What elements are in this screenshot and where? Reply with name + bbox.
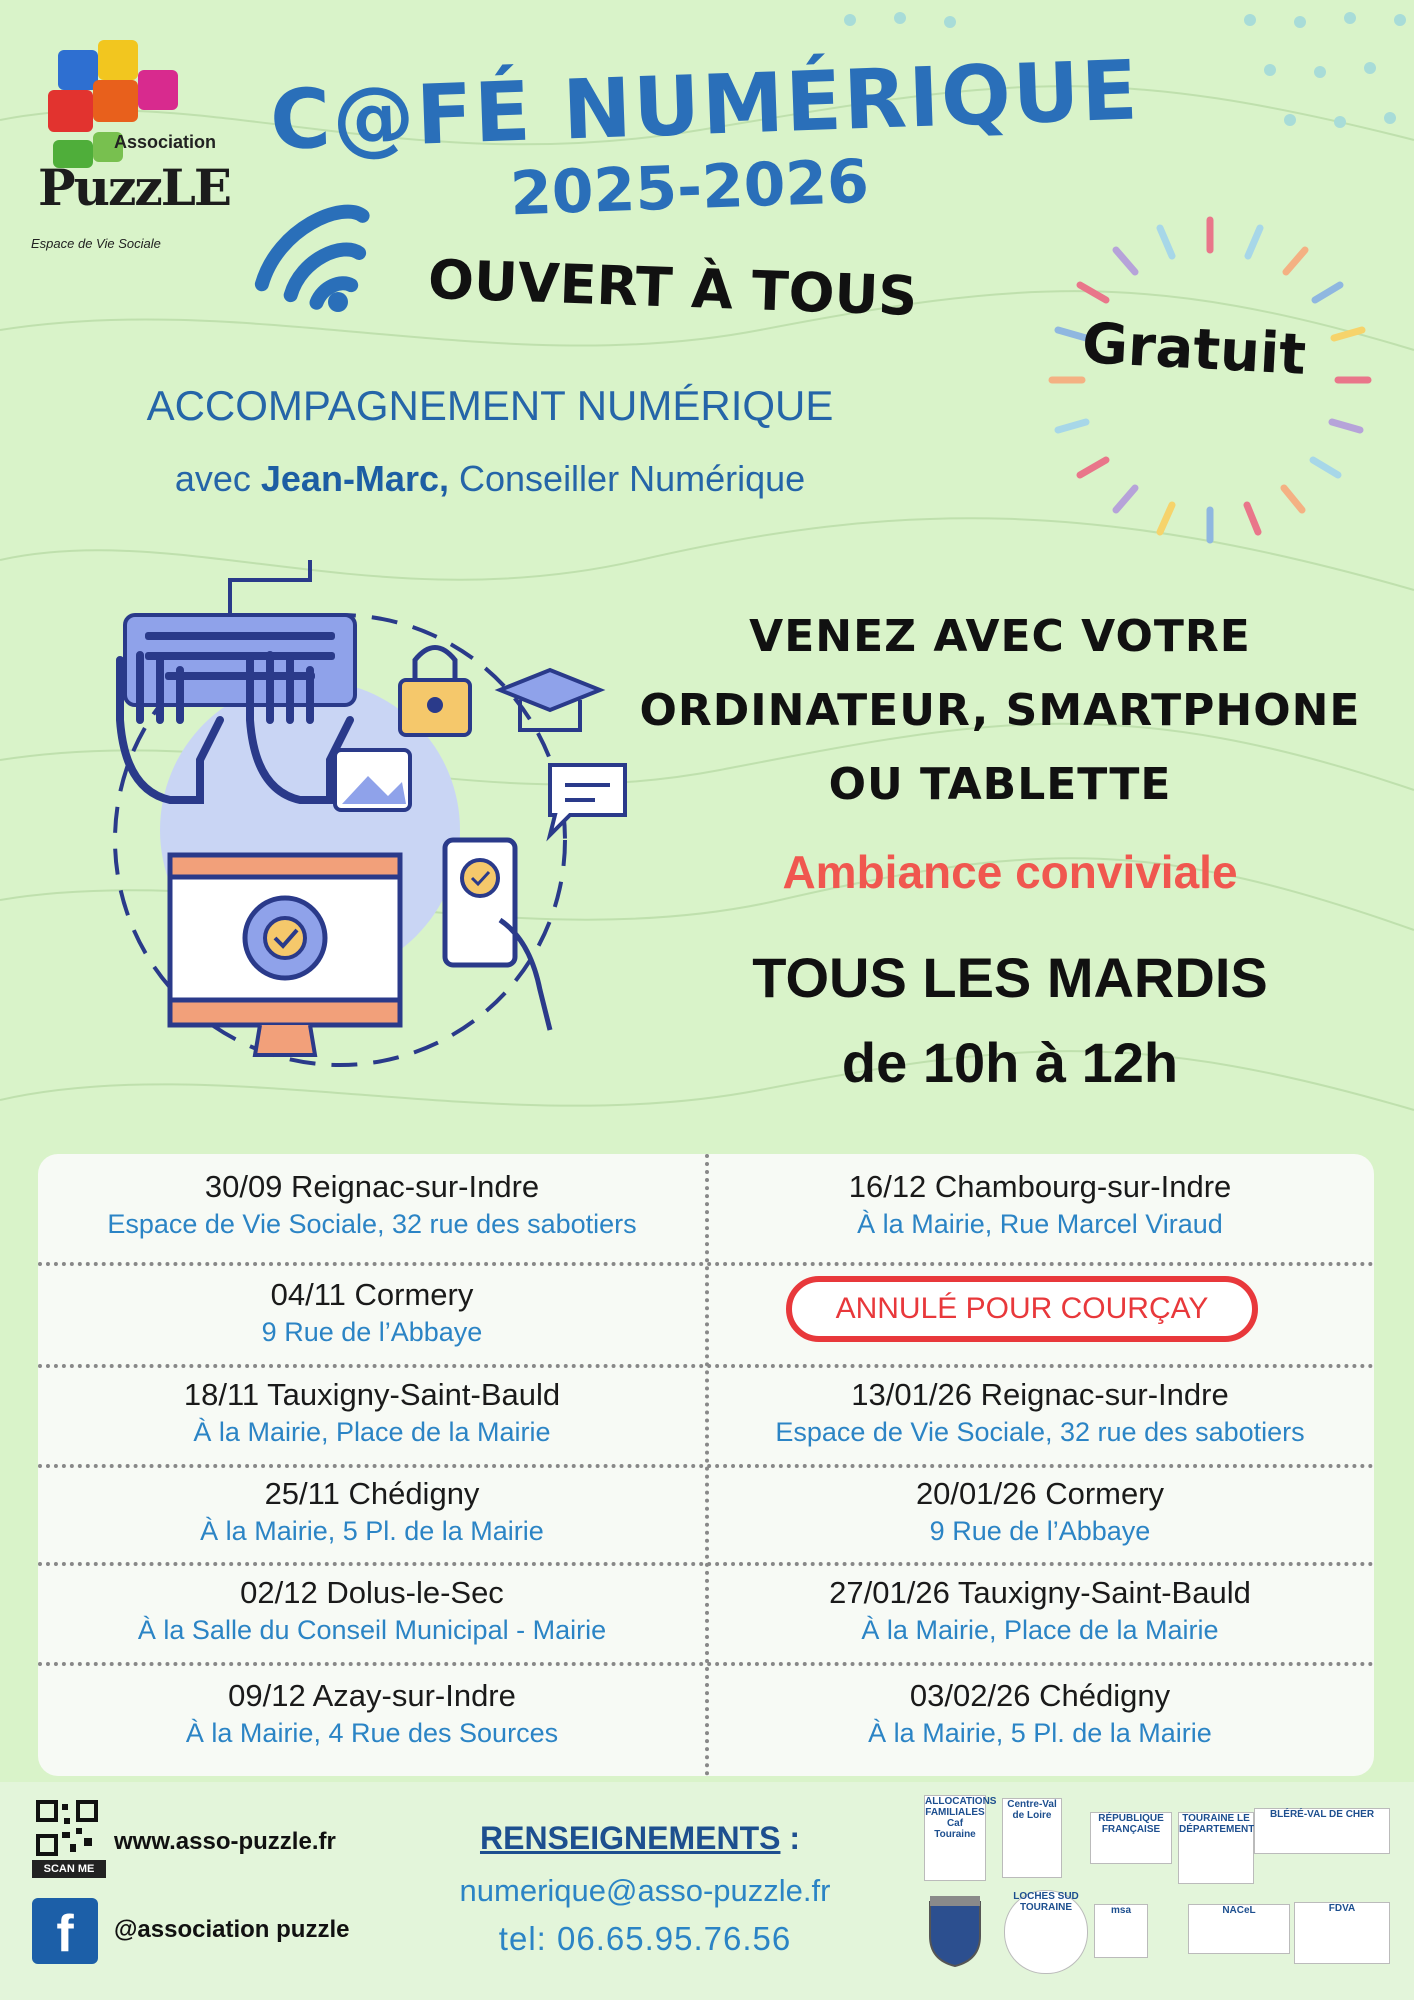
logo-association-word: Association (114, 132, 217, 152)
contact-email[interactable]: numerique@asso-puzzle.fr (459, 1873, 831, 1908)
partner-logo-loches-sud-touraine: LOCHES SUD TOURAINE (1004, 1890, 1088, 1974)
partner-logo-caf: ALLOCATIONS FAMILIALES Caf Touraine (924, 1795, 986, 1881)
session-address: À la Mairie, 5 Pl. de la Mairie (200, 1516, 544, 1546)
session-address: À la Mairie, Place de la Mairie (861, 1615, 1219, 1645)
open-to-all-label: OUVERT À TOUS (427, 247, 919, 328)
session-address: 9 Rue de l’Abbaye (929, 1516, 1151, 1546)
facebook-icon[interactable]: f (32, 1898, 98, 1964)
session-cell (706, 1376, 1374, 1450)
session-address: À la Mairie, Place de la Mairie (193, 1417, 551, 1447)
crest-icon (926, 1892, 984, 1968)
session-date-place: 25/11 Chédigny (264, 1476, 480, 1511)
session-cell (706, 1475, 1374, 1549)
contact-phone[interactable]: tel: 06.65.95.76.56 (498, 1920, 792, 1957)
session-date-place: 02/12 Dolus-le-Sec (240, 1575, 504, 1610)
contact-heading-colon: : (780, 1820, 801, 1856)
session-date-place: 16/12 Chambourg-sur-Indre (848, 1169, 1232, 1204)
row-divider (38, 1262, 1374, 1266)
row-divider (38, 1364, 1374, 1368)
qr-scan-label: SCAN ME (32, 1860, 106, 1878)
session-address: À la Mairie, 5 Pl. de la Mairie (868, 1718, 1212, 1748)
session-cell (38, 1276, 706, 1350)
session-date-place: 18/11 Tauxigny-Saint-Bauld (183, 1377, 561, 1412)
partner-logo-touraine: TOURAINE LE DÉPARTEMENT (1178, 1812, 1254, 1884)
advisor-name: Jean-Marc, (260, 458, 449, 499)
session-cell (38, 1574, 706, 1648)
session-address: À la Salle du Conseil Municipal - Mairie (137, 1615, 607, 1645)
schedule-hours: de 10h à 12h (841, 1031, 1179, 1094)
advisor-with: avec (174, 458, 251, 499)
session-cell (38, 1677, 706, 1751)
bring-device-line-1: VENEZ AVEC VOTRE (749, 611, 1251, 662)
row-divider (38, 1562, 1374, 1566)
free-label: Gratuit (1080, 311, 1308, 388)
wifi-icon (250, 210, 380, 320)
partner-logo-region: Centre-Val de Loire (1002, 1798, 1062, 1878)
session-cell (38, 1376, 706, 1450)
session-cell (706, 1168, 1374, 1242)
session-address: Espace de Vie Sociale, 32 rue des sabotiers (775, 1417, 1305, 1447)
facebook-handle[interactable]: @association puzzle (114, 1916, 350, 1943)
contact-heading (440, 1820, 840, 1857)
session-address: 9 Rue de l’Abbaye (261, 1317, 483, 1347)
digital-devices-illustration (80, 560, 640, 1080)
advisor-line (60, 458, 920, 500)
session-date-place: 04/11 Cormery (270, 1277, 474, 1312)
qr-code-icon[interactable] (34, 1798, 100, 1858)
website-link[interactable]: www.asso-puzzle.fr (114, 1828, 336, 1855)
cancelled-badge: ANNULÉ POUR COURÇAY (786, 1276, 1258, 1342)
session-date-place: 03/02/26 Chédigny (909, 1678, 1171, 1713)
logo-name: PuzzLE (38, 158, 231, 217)
association-puzzle-logo (28, 40, 231, 260)
session-cell (706, 1677, 1374, 1751)
partner-logo-republique: RÉPUBLIQUE FRANÇAISE (1090, 1812, 1172, 1864)
partner-logo-blere-val-de-cher: BLÉRÉ-VAL DE CHER (1254, 1808, 1390, 1854)
logo-tagline: Espace de Vie Sociale (31, 236, 161, 251)
ambiance-label: Ambiance conviviale (782, 846, 1238, 898)
partner-logo-fdva: FDVA (1294, 1902, 1390, 1964)
schedule-days: TOUS LES MARDIS (752, 946, 1268, 1009)
session-address: À la Mairie, Rue Marcel Viraud (857, 1209, 1223, 1239)
advisor-role: Conseiller Numérique (459, 458, 806, 499)
session-date-place: 30/09 Reignac-sur-Indre (204, 1169, 540, 1204)
session-date-place: 27/01/26 Tauxigny-Saint-Bauld (829, 1575, 1251, 1610)
bring-device-line-2: ORDINATEUR, SMARTPHONE (639, 685, 1361, 736)
bring-device-line-3: OU TABLETTE (828, 759, 1172, 810)
page-title: C@FÉ NUMÉRIQUE (268, 43, 1141, 169)
session-cell (706, 1574, 1374, 1648)
partner-logo-nacel: NACeL (1188, 1904, 1290, 1954)
service-heading: ACCOMPAGNEMENT NUMÉRIQUE (146, 382, 834, 429)
contact-heading-text: RENSEIGNEMENTS (479, 1820, 781, 1856)
session-address: À la Mairie, 4 Rue des Sources (185, 1718, 559, 1748)
session-date-place: 13/01/26 Reignac-sur-Indre (851, 1377, 1229, 1412)
row-divider (38, 1464, 1374, 1468)
partner-logo-msa: msa (1094, 1904, 1148, 1958)
session-date-place: 09/12 Azay-sur-Indre (228, 1678, 516, 1713)
row-divider (38, 1662, 1374, 1666)
session-date-place: 20/01/26 Cormery (915, 1476, 1165, 1511)
session-cell (38, 1475, 706, 1549)
bring-device-message (620, 600, 1380, 822)
season-years: 2025-2026 (508, 146, 871, 230)
session-cell (38, 1168, 706, 1242)
session-schedule-table (38, 1154, 1374, 1776)
session-address: Espace de Vie Sociale, 32 rue des sabotiers (107, 1209, 637, 1239)
